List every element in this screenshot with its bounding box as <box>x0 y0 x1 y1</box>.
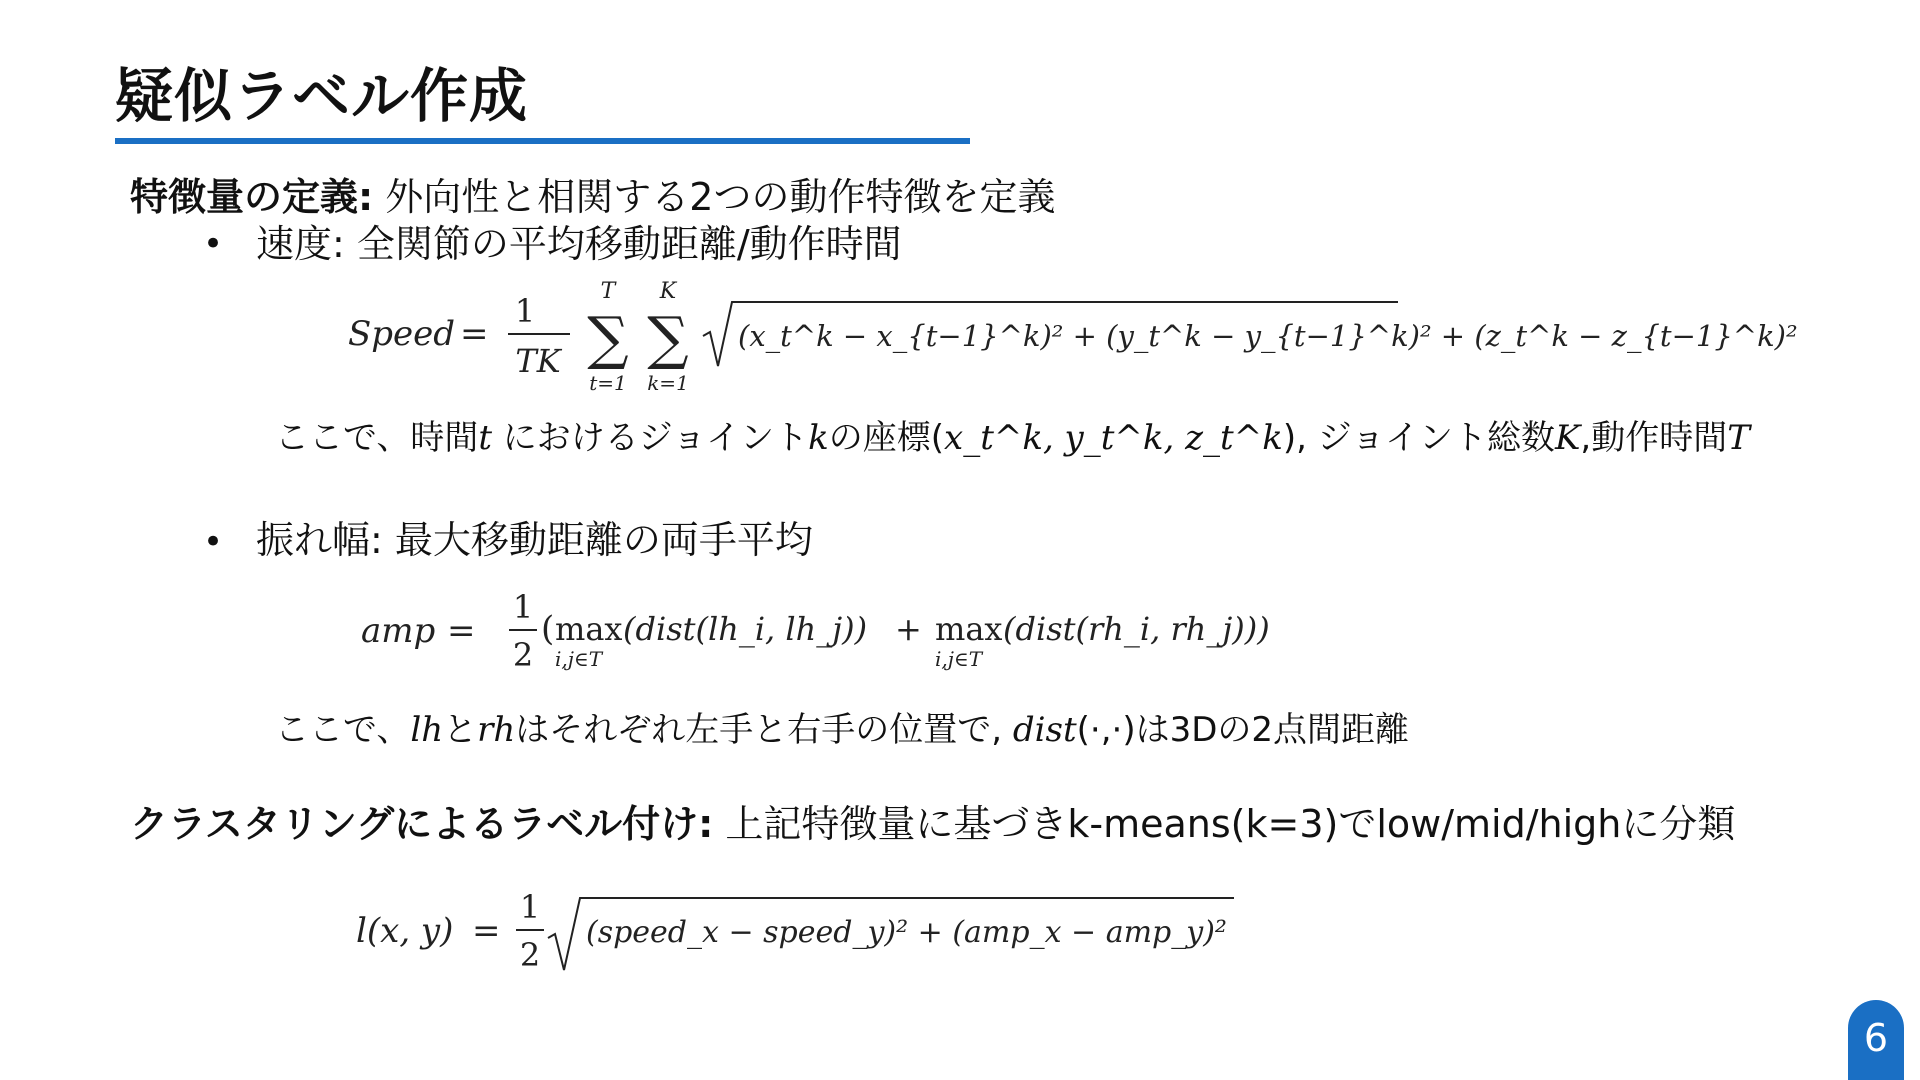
amp-bullet: • <box>203 522 224 562</box>
speed-frac-den: TK <box>515 342 561 380</box>
speed-lhs: Speed <box>348 314 456 354</box>
speed-note-coords: x_t^k, y_t^k, z_t^k <box>944 418 1283 458</box>
speed-note-t: t <box>478 418 492 458</box>
amp-note-rh: rh <box>477 710 516 750</box>
amp-frac-num: 1 <box>512 588 534 626</box>
speed-label: 速度: 全関節の平均移動距離/動作時間 <box>256 222 902 266</box>
amp-plus: + <box>895 610 922 648</box>
speed-note-T: T <box>1727 418 1750 458</box>
amp-lhs: amp <box>361 611 436 651</box>
amp-formula <box>355 580 1315 680</box>
speed-equals: = <box>460 314 489 354</box>
cluster-radicand: (speed_x − speed_y)² + (amp_x − amp_y)² <box>586 915 1227 950</box>
speed-note-K: K <box>1555 418 1581 458</box>
slide-title: 疑似ラベル作成 <box>115 62 529 130</box>
features-heading <box>130 175 1055 221</box>
cluster-heading <box>130 802 1735 848</box>
cluster-heading-rest: 上記特徴量に基づきk-means(k=3)でlow/mid/highに分類 <box>713 802 1736 846</box>
sum2-sigma-icon: ∑ <box>647 304 689 372</box>
amp-open-paren: ( <box>541 609 555 649</box>
amp-note <box>275 710 1409 751</box>
page-number-badge: 6 <box>1848 1000 1904 1080</box>
sum1-sigma-icon: ∑ <box>587 304 629 372</box>
cluster-heading-bold: クラスタリングによるラベル付け: <box>130 802 714 846</box>
cluster-frac-den: 2 <box>519 936 541 974</box>
sum1-top: T <box>600 279 616 304</box>
amp-note-lh: lh <box>410 710 444 750</box>
amp-note-part-a: ここで、 <box>275 710 411 750</box>
speed-formula <box>340 270 1798 400</box>
amp-expr-right: (dist(rh_i, rh_j))) <box>1003 610 1270 648</box>
amp-note-part-b: と <box>443 710 478 750</box>
speed-note-part-a: ここで、時間 <box>275 418 479 458</box>
amp-note-part-d: (·,·)は3Dの2点間距離 <box>1076 710 1410 750</box>
speed-note-part-b: におけるジョイント <box>492 418 809 458</box>
sum1-bottom: t=1 <box>589 371 627 395</box>
cluster-equals: = <box>472 911 501 951</box>
sum2-bottom: k=1 <box>647 371 689 395</box>
amp-max2: max <box>935 610 1003 648</box>
amp-max1-sub: i,j∈T <box>555 647 603 671</box>
title-underline <box>115 138 970 144</box>
amp-label: 振れ幅: 最大移動距離の両手平均 <box>256 518 813 562</box>
speed-note-k: k <box>808 418 829 458</box>
speed-radicand: (x_t^k − x_{t−1}^k)² + (y_t^k − y_{t−1}^k)² + (z_t^k − z_{t−1}^k)² <box>738 319 1798 353</box>
speed-note-part-d: ), ジョイント総数 <box>1282 418 1556 458</box>
amp-max2-sub: i,j∈T <box>935 647 983 671</box>
amp-max1: max <box>555 610 623 648</box>
amp-expr-left: (dist(lh_i, lh_j)) <box>623 610 868 648</box>
amp-note-dist: dist <box>1012 710 1077 750</box>
speed-note-part-e: ,動作時間 <box>1580 418 1728 458</box>
speed-frac-num: 1 <box>514 292 536 330</box>
sum2-top: K <box>659 279 677 304</box>
features-heading-bold: 特徴量の定義: <box>130 175 374 219</box>
speed-bullet: • <box>203 224 224 264</box>
cluster-frac-num: 1 <box>519 888 541 926</box>
amp-note-part-c: はそれぞれ左手と右手の位置で, <box>515 710 1013 750</box>
speed-note-part-c: の座標( <box>828 418 945 458</box>
cluster-formula <box>350 880 1250 990</box>
cluster-lhs: l(x, y) <box>356 911 454 951</box>
amp-equals: = <box>447 611 476 651</box>
features-heading-rest: 外向性と相関する2つの動作特徴を定義 <box>373 175 1056 219</box>
speed-note <box>275 418 1750 459</box>
amp-frac-den: 2 <box>512 636 534 674</box>
